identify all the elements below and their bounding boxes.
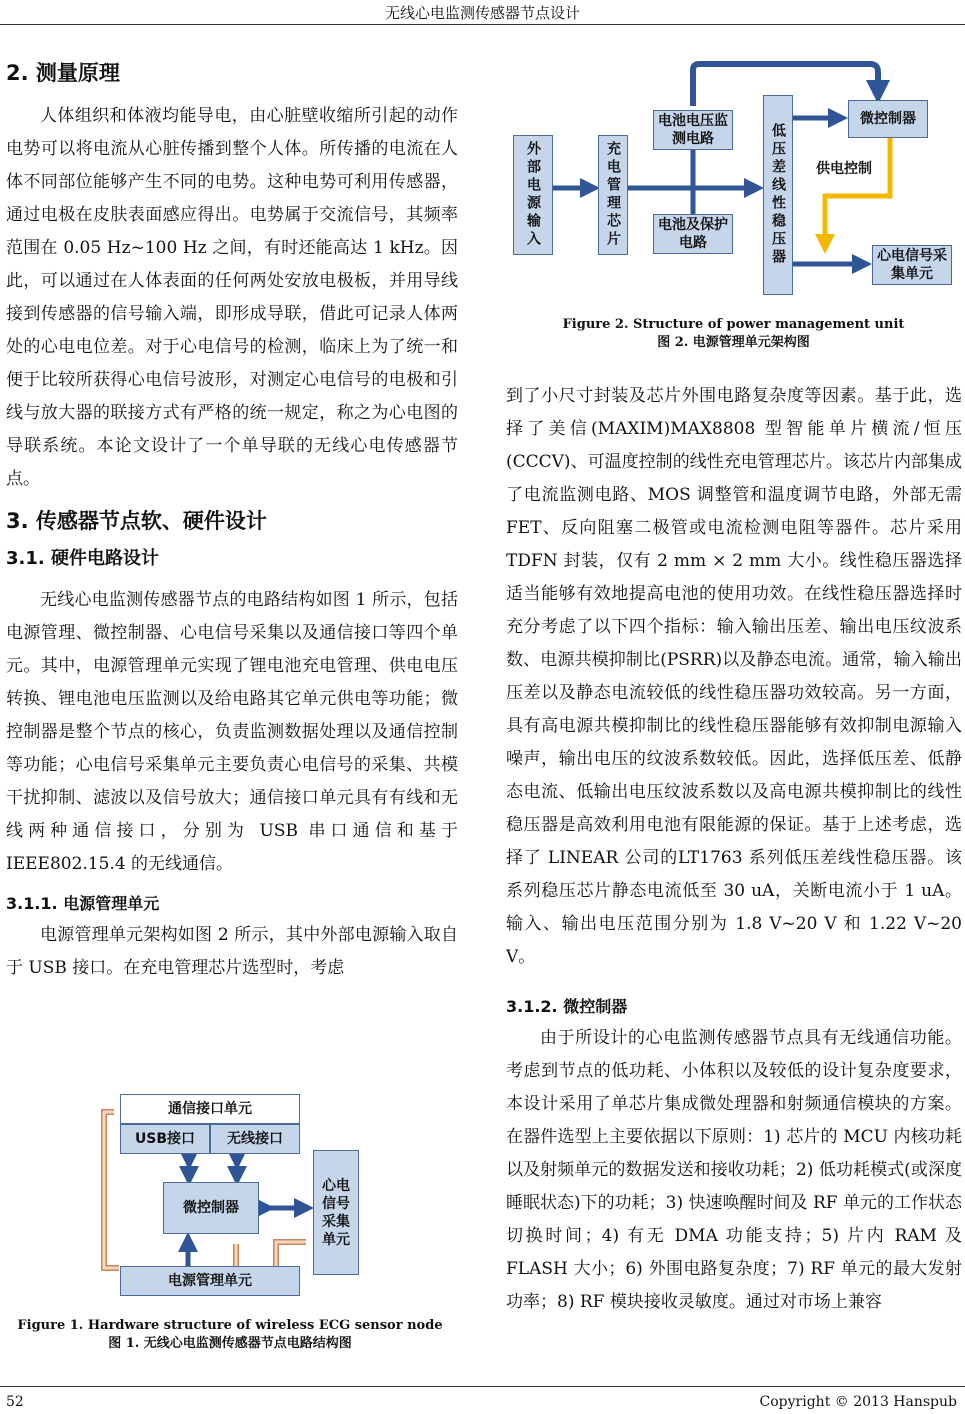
section-3-1-2-title: 3.1.2. 微控制器 [506, 997, 628, 1016]
figure-2-caption [506, 316, 961, 352]
ext-power-box: 外部电源输入 [513, 135, 553, 255]
figure-2-caption-zh: 图 2. 电源管理单元架构图 [657, 335, 810, 350]
power-control-arrow [825, 138, 890, 244]
section-3-1-1-title: 3.1.1. 电源管理单元 [6, 894, 160, 913]
power-control-label: 供电控制 [816, 161, 872, 177]
ecg-unit-box: 心电信号采集单元 [313, 1150, 359, 1275]
battery-protect-box: 电池及保护电路 [653, 214, 733, 254]
section-2-title: 2. 测量原理 [6, 61, 120, 85]
running-header: 无线心电监测传感器节点设计 [384, 4, 580, 22]
figure-1-caption-zh: 图 1. 无线心电监测传感器节点电路结构图 [108, 1336, 352, 1351]
right-column [506, 380, 962, 1319]
section-3-1-1-paragraph: 电源管理单元架构如图 2 所示，其中外部电源输入取自于 USB 接口。在充电管理芯片选型时，考虑 [6, 925, 458, 978]
fig2-mcu-box: 微控制器 [848, 100, 928, 138]
battery-monitor-box: 电池电压监测电路 [653, 110, 733, 150]
section-3-1-2-paragraph: 由于所设计的心电监测传感器节点具有无线通信功能。考虑到节点的低功耗、小体积以及较低的设计复杂度要求，本设计采用了单芯片集成微处理器和射频通信模块的方案。在器件选型上主要依据以下原则：1) 芯片的 MCU 内核功耗以及射频单元的数据发送和接收功耗；2) 低功耗模式(或深度睡眠状态)下的功耗；3) 快速唤醒时间及 RF 单元的工作状态切换时间；4) 有无 DMA 功能支持；5) 片内 RAM 及 FLASH 大小；6) 外围电路复杂度；7) RF 单元的最大发射功率；8) RF 模块接收灵敏度。通过对市场上兼容 [506, 1028, 962, 1312]
page-number: 52 [6, 1394, 24, 1410]
right-paragraph-1: 到了小尺寸封装及芯片外围电路复杂度等因素。基于此，选择了美信(MAXIM)MAX8808 型智能单片横流/恒压(CCCV)、可温度控制的线性充电管理芯片。该芯片内部集成了电流监测电路、MOS 调整管和温度调节电路，外部无需 FET、反向阻塞二极管或电流检测电阻等器件。芯片采用 TDFN 封装，仅有 2 mm × 2 mm 大小。线性稳压器选择适当能够有效地提高电池的使用功效。在线性稳压器选择时充分考虑了以下四个指标：输入输出压差、输出电压纹波系数、电源共模抑制比(PSRR)以及静态电流。通常，输入输出压差以及静态电流较低的线性稳压器功效较高。另一方面，具有高电源共模抑制比的线性稳压器能够有效抑制电源输入噪声，输出电压的纹波系数较低。因此，选择低压差、低静态电流、低输出电压纹波系数以及高电源共模抑制比的线性稳压器是高效利用电池有限能源的保证。基于上述考虑，选择了 LINEAR 公司的LT1763 系列低压差线性稳压器。该系列稳压芯片静态电流低至 30 uA，关断电流小于 1 uA。输入、输出电压范围分别为 1.8 V~20 V 和 1.22 V~20 V。 [506, 386, 962, 967]
fig2-ecg-unit-box: 心电信号采集单元 [872, 245, 952, 285]
figure-2-caption-en: Figure 2. Structure of power management unit [562, 317, 905, 332]
section-2-paragraph: 人体组织和体液均能导电，由心脏壁收缩所引起的动作电势可以将电流从心脏传播到整个人体。所传播的电流在人体不同部位能够产生不同的电势。这种电势可利用传感器，通过电极在皮肤表面感应得出。电势属于交流信号，其频率范围在 0.05 Hz~100 Hz 之间，有时还能高达 1 kHz。因此，可以通过在人体表面的任何两处安放电极板，并用导线接到传感器的信号输入端，即形成导联，借此可记录人体两处的心电电位差。对于心电信号的检测，临床上为了统一和便于比较所获得心电信号波形，对测定心电信号的电极和引线与放大器的联接方式有严格的统一规定，称之为心电图的导联系统。本论文设计了一个单导联的无线心电传感器节点。 [6, 106, 458, 489]
wireless-port-box: 无线接口 [210, 1124, 300, 1154]
figure-1-caption-en: Figure 1. Hardware structure of wireless ECG sensor node [17, 1318, 443, 1333]
mcu-box: 微控制器 [163, 1182, 259, 1234]
power-unit-box: 电源管理单元 [120, 1266, 300, 1296]
ldo-box: 低压差线性稳压器 [763, 95, 793, 295]
section-3-1-paragraph: 无线心电监测传感器节点的电路结构如图 1 所示，包括电源管理、微控制器、心电信号采集以及通信接口等四个单元。其中，电源管理单元实现了锂电池充电管理、供电电压转换、锂电池电压监测以及给电路其它单元供电等功能；微控制器是整个节点的核心，负责监测数据处理以及通信控制等功能；心电信号采集单元主要负责心电信号的采集、共模干扰抑制、滤波以及信号放大；通信接口单元具有有线和无线两种通信接口，分别为 USB 串口通信和基于IEEE802.15.4 的无线通信。 [6, 590, 458, 874]
section-3-title: 3. 传感器节点软、硬件设计 [6, 509, 267, 533]
charge-chip-box: 充电管理芯片 [598, 135, 628, 255]
section-3-1-title: 3.1. 硬件电路设计 [6, 548, 159, 569]
footer-rule [0, 1386, 965, 1387]
usb-port-box: USB接口 [120, 1124, 210, 1154]
comm-unit-box: 通信接口单元 [120, 1094, 300, 1124]
copyright: Copyright © 2013 Hanspub [759, 1394, 957, 1410]
